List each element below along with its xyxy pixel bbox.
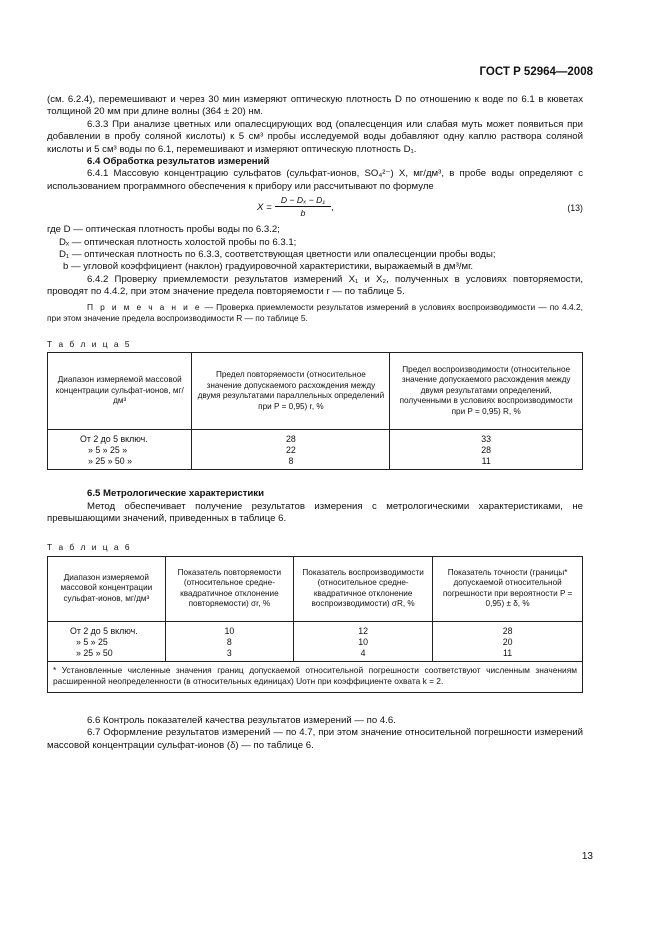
table6-cell-sigma-R: 10 (294, 637, 433, 648)
table6-cell-sigma-r: 3 (165, 648, 293, 662)
table6-header-reproducibility: Показатель воспроизводимости (относительное средне-квадратичное отклонение воспроизводимости) σR, % (294, 556, 433, 621)
table6-header-repeatability: Показатель повторяемости (относительное средне-квадратичное отклонение повторяемости) σr, % (165, 556, 293, 621)
table6-cell-delta: 28 (433, 621, 583, 637)
table6-cell-sigma-r: 10 (165, 621, 293, 637)
table-row (48, 445, 583, 456)
table-row (48, 637, 583, 648)
section-heading-6-5: 6.5 Метрологические характеристики (87, 488, 265, 500)
paragraph-6-7: 6.7 Оформление результатов измерений — по 4.7, при этом значение относительной погрешности измерений массовой концентрации сульфат-ионов (δ) — по таблице 6. (47, 727, 583, 751)
table6-cell-sigma-R: 4 (294, 648, 433, 662)
table6-header-row (48, 556, 583, 621)
table6-header-accuracy: Показатель точности (границы* допускаемой относительной погрешности при вероятности P = 0,95) ± δ, % (433, 556, 583, 621)
formula-number: (13) (567, 203, 583, 214)
table5-cell-range: От 2 до 5 включ. (48, 430, 192, 446)
note-text: — Проверка приемлемости результатов измерений в условиях воспроизводимости — по 4.4.2, при этом значение предела воспроизводимости R — по таблице 5. (47, 301, 583, 323)
table-5 (47, 352, 583, 470)
table5-cell-r: 8 (192, 456, 390, 470)
formula-lhs: X = (257, 202, 272, 214)
section-heading-6-4: 6.4 Обработка результатов измерений (87, 156, 270, 168)
document-header: ГОСТ Р 52964—2008 (479, 66, 593, 78)
table5-cell-R: 11 (390, 456, 583, 470)
note-label: П р и м е ч а н и е (87, 301, 202, 312)
paragraph-continuation: (см. 6.2.4), перемешивают и через 30 мин измеряют оптическую плотность D по отношению к воде по 6.1 в кюветах толщиной 20 мм при длине волны (364 ± 20) нм. (47, 94, 583, 118)
definition-dx: Dₓ — оптическая плотность холостой пробы по 6.3.1; (59, 236, 297, 248)
table6-caption: Т а б л и ц а 6 (47, 542, 132, 553)
paragraph-6-6: 6.6 Контроль показателей качества результатов измерений — по 4.6. (87, 714, 396, 726)
formula-fraction (275, 195, 331, 218)
table6-footnote-row (48, 661, 583, 692)
table5-cell-range: » 5 » 25 » (48, 445, 192, 456)
formula-denominator: b (300, 208, 306, 219)
table5-caption: Т а б л и ц а 5 (47, 338, 132, 349)
paragraph-6-3-3: 6.3.3 При анализе цветных или опалесцирующих вод (опалесценция или слабая муть может появиться при добавлении в пробу соляной кислоты) к 5 см³ пробы исследуемой воды добавляют одну каплю раствора соляной кислоты и 5 см³ воды по 6.1, перемешивают и измеряют оптическую плотность D₁. (47, 118, 583, 155)
note (47, 302, 583, 324)
definition-d1: D₁ — оптическая плотность по 6.3.3, соответствующая цветности или опалесценции пробы воды; (59, 249, 496, 261)
table-row (48, 648, 583, 662)
table5-header-reproducibility: Предел воспроизводимости (относительное значение допускаемого расхождения между двумя результатами определений, полученными в условиях воспроизводимости при P = 0,95) R, % (390, 353, 583, 430)
definition-d: где D — оптическая плотность пробы воды по 6.3.2; (47, 224, 280, 236)
table5-cell-r: 22 (192, 445, 390, 456)
page-number: 13 (581, 851, 593, 862)
table6-cell-range: » 25 » 50 (48, 648, 166, 662)
table-row (48, 430, 583, 446)
table5-header-repeatability: Предел повторяемости (относительное значение допускаемого расхождения между двумя результатами параллельных определений при P = 0,95) r, % (192, 353, 390, 430)
table6-cell-range: » 5 » 25 (48, 637, 166, 648)
table5-header-row (48, 353, 583, 430)
formula-definitions (47, 224, 583, 274)
definition-b: b — угловой коэффициент (наклон) градуировочной характеристики, выражаемый в дм³/мг. (63, 261, 474, 273)
table6-cell-range: От 2 до 5 включ. (48, 621, 166, 637)
table6-header-range: Диапазон измеряемой массовой концентрации сульфат-ионов, мг/дм³ (48, 556, 166, 621)
table5-header-range: Диапазон измеряемой массовой концентрации сульфат-ионов, мг/дм³ (48, 353, 192, 430)
table-6 (47, 556, 583, 693)
table5-cell-r: 28 (192, 430, 390, 446)
formula-comma: , (331, 202, 334, 214)
formula-13 (47, 195, 583, 221)
table6-footnote: * Установленные численные значения границ допускаемой относительной погрешности соответствуют численным значениям расширенной неопределенности (в относительных единицах) Uотн при коэффициенте охвата k = 2. (48, 661, 583, 692)
formula-numerator: D − Dₓ − D₁ (275, 195, 331, 207)
table6-cell-sigma-R: 12 (294, 621, 433, 637)
table5-cell-R: 33 (390, 430, 583, 446)
table5-cell-R: 28 (390, 445, 583, 456)
paragraph-6-4-2: 6.4.2 Проверку приемлемости результатов измерений X₁ и X₂, полученных в условиях повторяемости, проводят по 4.4.2, при этом значение предела повторяемости r — по таблице 5. (47, 273, 583, 298)
document-body (47, 94, 583, 752)
paragraph-6-5: Метод обеспечивает получение результатов измерения с метрологическими характеристиками, не превышающими значений, приведенных в таблице 6. (47, 500, 583, 524)
paragraph-6-4-1: 6.4.1 Массовую концентрацию сульфатов (сульфат-ионов, SO₄²⁻) X, мг/дм³, в пробе воды определяют с использованием программного обеспечения к прибору или рассчитывают по формуле (47, 168, 583, 192)
table6-cell-delta: 11 (433, 648, 583, 662)
table-row (48, 456, 583, 470)
table6-cell-sigma-r: 8 (165, 637, 293, 648)
table-row (48, 621, 583, 637)
table5-cell-range: » 25 » 50 » (48, 456, 192, 470)
table6-cell-delta: 20 (433, 637, 583, 648)
